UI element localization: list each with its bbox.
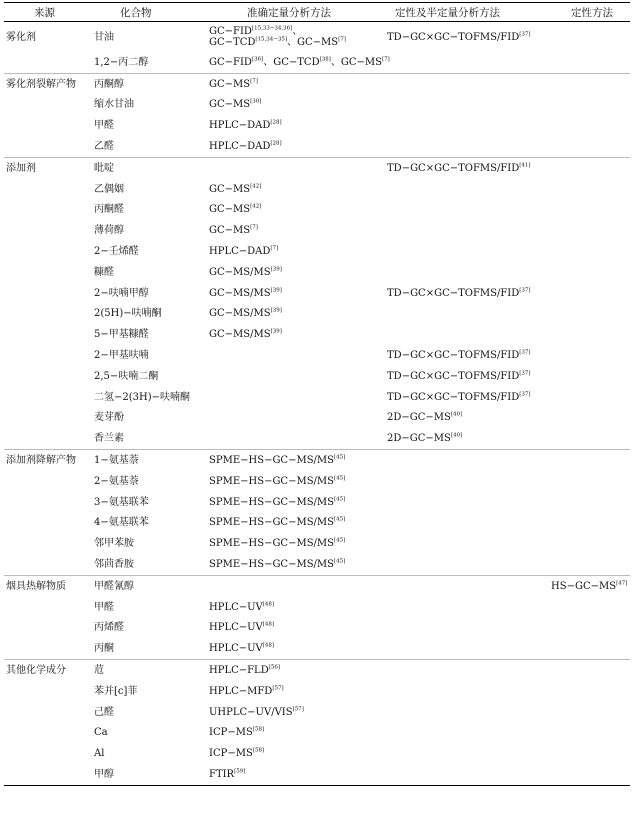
source-cell — [4, 115, 92, 136]
source-cell — [4, 554, 92, 575]
compound-cell: 丙酮 — [92, 638, 207, 659]
semi-quant-method-cell — [385, 73, 549, 94]
compound-cell: 缩水甘油 — [94, 99, 134, 111]
semi-quant-method-cell: 2D−GC−MS[40] — [385, 428, 549, 449]
table-row — [4, 304, 630, 325]
quant-method-cell: GC−MS[7] — [209, 78, 258, 90]
compound-cell: 2,5−呋喃二酮 — [94, 370, 159, 382]
qual-method-cell — [549, 638, 630, 659]
qual-method-cell — [549, 723, 630, 744]
compound-cell: 苊 — [94, 665, 104, 676]
reference-superscript: [47] — [616, 580, 628, 587]
reference-superscript: [7] — [250, 224, 258, 231]
source-cell — [4, 428, 92, 449]
quant-method-cell: GC−MS/MS[39] — [209, 266, 282, 278]
reference-superscript: [36] — [251, 56, 264, 63]
source-cell — [4, 681, 92, 702]
reference-superscript: [48] — [262, 601, 275, 608]
quant-method-cell: HPLC−UV[48] — [209, 622, 275, 634]
table-row — [4, 366, 630, 387]
quant-method-cell: HPLC−FLD[56] — [209, 664, 281, 676]
quant-method-cell: SPME−HS−GC−MS/MS[45] — [209, 537, 346, 550]
reference-superscript: [40] — [450, 432, 463, 439]
qual-method-cell — [549, 702, 630, 723]
reference-superscript: [59] — [234, 768, 246, 775]
table-header-row — [4, 3, 630, 22]
table-row — [4, 681, 630, 702]
source-cell — [4, 513, 92, 534]
reference-superscript: [7] — [270, 245, 279, 252]
semi-quant-method-cell: 2D−GC−MS[40] — [387, 412, 463, 424]
qual-method-cell — [549, 324, 630, 345]
reference-superscript: [15,33−34,36] — [251, 25, 293, 32]
semi-quant-method-cell — [385, 492, 549, 513]
source-cell: 添加剂降解产物 — [6, 455, 76, 467]
table-row — [4, 533, 630, 554]
semi-quant-method-cell — [385, 764, 549, 785]
semi-quant-method-cell: TD−GC×GC−TOFMS/FID[37] — [387, 287, 531, 299]
reference-superscript: [57] — [292, 706, 304, 713]
source-cell — [4, 241, 92, 262]
semi-quant-method-cell — [385, 304, 549, 325]
reference-superscript: [38] — [319, 56, 331, 63]
table-row — [4, 723, 630, 744]
quant-method-cell: FTIR[59] — [207, 764, 385, 785]
compound-cell: 乙偶姻 — [94, 183, 124, 195]
compound-cell: 丙酮醛 — [94, 204, 124, 216]
qual-method-cell — [549, 408, 630, 429]
qual-method-cell — [549, 283, 630, 304]
semi-quant-method-cell — [385, 241, 549, 262]
reference-superscript: [57] — [272, 685, 284, 692]
quant-method-cell — [207, 157, 385, 178]
qual-method-cell — [549, 471, 630, 492]
table-row — [4, 554, 630, 575]
quant-method-cell — [207, 575, 385, 596]
quant-method-cell: SPME−HS−GC−MS/MS[45] — [209, 517, 346, 529]
reference-superscript: [28] — [270, 119, 282, 126]
source-group — [4, 660, 630, 786]
quant-method-cell: HPLC−UV[48] — [209, 601, 275, 613]
compound-cell: 糠醛 — [94, 266, 114, 278]
semi-quant-method-cell — [385, 533, 549, 554]
source-cell: 添加剂 — [6, 162, 36, 174]
source-cell — [4, 324, 92, 345]
semi-quant-method-cell: TD−GC×GC−TOFMS/FID[37] — [387, 349, 531, 362]
table-row — [4, 618, 630, 639]
semi-quant-method-cell — [385, 220, 549, 241]
compound-cell: 3−氨基联苯 — [94, 496, 149, 508]
table-row — [4, 220, 630, 241]
qual-method-cell — [549, 220, 630, 241]
semi-quant-method-cell — [385, 136, 549, 157]
source-cell: 烟具热解物质 — [6, 580, 66, 592]
reference-superscript: [37] — [519, 391, 531, 398]
table-row — [4, 428, 630, 449]
source-group — [4, 450, 630, 576]
compound-cell: 甲醛 — [94, 120, 114, 132]
semi-quant-method-cell — [385, 681, 549, 702]
reference-superscript: [45] — [334, 475, 346, 482]
compound-cell: 己醛 — [94, 706, 114, 718]
reference-superscript: [41] — [519, 162, 531, 169]
reference-superscript: [7] — [338, 36, 346, 43]
qual-method-cell — [549, 743, 630, 764]
semi-quant-method-cell — [385, 471, 549, 492]
reference-superscript: [37] — [519, 31, 531, 38]
source-cell — [4, 492, 92, 513]
table-row — [4, 22, 630, 53]
table-row — [4, 345, 630, 366]
table-row — [4, 513, 630, 534]
quant-method-cell: GC−MS/MS[39] — [209, 308, 282, 320]
reference-superscript: [42] — [250, 183, 262, 190]
reference-superscript: [15,34−35] — [255, 36, 288, 43]
compound-cell: 麦芽酚 — [94, 412, 124, 424]
semi-quant-method-cell — [385, 324, 549, 345]
reference-superscript: [7] — [382, 56, 390, 63]
semi-quant-method-cell: TD−GC×GC−TOFMS/FID[41] — [387, 162, 531, 174]
semi-quant-method-cell — [385, 554, 549, 575]
quant-method-cell: SPME−HS−GC−MS/MS[45] — [207, 554, 385, 575]
compound-cell: 香兰素 — [92, 428, 207, 449]
quant-method-cell: UHPLC−UV/VIS[57] — [209, 706, 304, 718]
source-cell — [4, 220, 92, 241]
reference-superscript: [39] — [270, 287, 282, 294]
source-cell — [4, 179, 92, 200]
source-cell: 雾化剂裂解产物 — [6, 78, 76, 90]
compound-cell: 甲醛氰醇 — [94, 580, 134, 592]
quant-method-cell: SPME−HS−GC−MS/MS[45] — [209, 475, 346, 487]
reference-superscript: [48] — [262, 622, 275, 629]
header-source: 来源 — [4, 3, 92, 22]
quant-method-cell: SPME−HS−GC−MS/MS[45] — [209, 454, 346, 467]
compound-cell: 薄荷醇 — [94, 225, 124, 237]
quant-method-cell: GC−MS[42] — [209, 183, 262, 195]
table-row — [4, 471, 630, 492]
quant-method-cell: HPLC−DAD[28] — [209, 119, 282, 132]
reference-superscript: [30] — [250, 99, 262, 106]
qual-method-cell: HS−GC−MS[47] — [551, 580, 628, 592]
qual-method-cell — [549, 660, 630, 681]
semi-quant-method-cell — [385, 450, 549, 471]
compound-cell: 丙酮醇 — [94, 78, 124, 90]
table-row — [4, 95, 630, 116]
compound-cell: 吡啶 — [94, 162, 114, 174]
semi-quant-method-cell — [385, 179, 549, 200]
reference-superscript: [37] — [519, 349, 531, 356]
compound-cell: 二氢−2(3H)−呋喃酮 — [94, 391, 191, 403]
semi-quant-method-cell — [385, 262, 549, 283]
reference-superscript: [37] — [519, 287, 531, 294]
quant-method-cell: HPLC−UV[48] — [207, 638, 385, 659]
qual-method-cell — [549, 262, 630, 283]
qual-method-cell — [549, 492, 630, 513]
source-cell — [4, 408, 92, 429]
qual-method-cell — [549, 95, 630, 116]
compound-cell: 甲醇 — [92, 764, 207, 785]
reference-superscript: [39] — [270, 266, 282, 273]
reference-superscript: [58] — [252, 727, 265, 734]
reference-superscript: [39] — [270, 328, 282, 335]
quant-method-cell — [207, 387, 385, 408]
quant-method-cell — [207, 366, 385, 387]
header-semi-quant-method: 定性及半定量分析方法 — [385, 3, 549, 22]
semi-quant-method-cell — [385, 52, 549, 73]
semi-quant-method-cell — [385, 115, 549, 136]
table-row — [4, 179, 630, 200]
semi-quant-method-cell — [385, 575, 549, 596]
quant-method-cell: ICP−MS[58] — [209, 747, 265, 760]
header-quant-method: 准确定量分析方法 — [207, 3, 385, 22]
compound-cell: Ca — [94, 727, 108, 739]
source-cell — [4, 702, 92, 723]
table-row — [4, 262, 630, 283]
table-row — [4, 702, 630, 723]
source-group — [4, 22, 630, 74]
source-cell — [4, 471, 92, 492]
qual-method-cell — [549, 22, 630, 53]
source-cell — [4, 262, 92, 283]
compound-cell: 5−甲基糠醛 — [94, 329, 149, 341]
qual-method-cell — [549, 618, 630, 639]
qual-method-cell — [549, 597, 630, 618]
quant-method-cell: GC−MS[42] — [209, 204, 262, 216]
source-cell — [4, 638, 92, 659]
table-row — [4, 157, 630, 178]
header-compound: 化合物 — [92, 3, 207, 22]
semi-quant-method-cell: TD−GC×GC−TOFMS/FID[37] — [387, 31, 531, 43]
source-cell — [4, 304, 92, 325]
semi-quant-method-cell — [385, 513, 549, 534]
compound-cell: 1−氨基萘 — [94, 455, 139, 467]
source-cell — [4, 723, 92, 744]
table-row — [4, 241, 630, 262]
qual-method-cell — [549, 179, 630, 200]
table-row — [4, 638, 630, 659]
quant-method-cell — [207, 22, 385, 53]
source-cell — [4, 52, 92, 73]
quant-method-cell: GC−MS[30] — [209, 99, 262, 111]
qual-method-cell — [549, 73, 630, 94]
semi-quant-method-cell — [385, 638, 549, 659]
quant-method-cell — [207, 345, 385, 366]
quant-method-cell: ICP−MS[58] — [209, 727, 265, 739]
quant-method-cell: GC−MS[7] — [209, 224, 258, 237]
reference-superscript: [58] — [252, 747, 265, 754]
qual-method-cell — [549, 428, 630, 449]
compound-cell: 丙烯醛 — [94, 622, 124, 634]
reference-superscript: [45] — [334, 496, 346, 503]
reference-superscript: [37] — [519, 370, 531, 377]
table-row — [4, 387, 630, 408]
compound-cell: 甲醛 — [94, 601, 114, 613]
semi-quant-method-cell — [385, 95, 549, 116]
source-cell — [4, 366, 92, 387]
source-group — [4, 575, 630, 659]
reference-superscript: [7] — [250, 78, 258, 85]
semi-quant-method-cell — [385, 660, 549, 681]
quant-method-cell: SPME−HS−GC−MS/MS[45] — [209, 496, 346, 508]
reference-superscript: [39] — [270, 308, 282, 315]
table-row — [4, 136, 630, 157]
table-row — [4, 492, 630, 513]
qual-method-cell — [549, 387, 630, 408]
qual-method-cell — [549, 533, 630, 554]
table-row — [4, 743, 630, 764]
compound-cell: 苯并[c]菲 — [94, 685, 138, 697]
compound-cell: 4−氨基联苯 — [94, 517, 149, 529]
reference-superscript: [45] — [334, 558, 346, 565]
semi-quant-method-cell — [385, 597, 549, 618]
quant-method-cell — [207, 428, 385, 449]
compound-cell: 甘油 — [94, 31, 114, 43]
quant-method-cell — [207, 408, 385, 429]
quant-method-text: GC−FID[15,33−34,36]、GC−TCD[15,34−35]、GC−MS[7] — [209, 25, 346, 48]
qual-method-cell — [549, 345, 630, 366]
qual-method-cell — [549, 764, 630, 785]
source-cell: 其他化学成分 — [6, 665, 66, 676]
source-cell — [4, 597, 92, 618]
source-cell — [4, 743, 92, 764]
table-row — [4, 450, 630, 471]
semi-quant-method-cell: TD−GC×GC−TOFMS/FID[37] — [387, 370, 531, 382]
semi-quant-method-cell: TD−GC×GC−TOFMS/FID[37] — [387, 391, 531, 403]
table-row — [4, 73, 630, 94]
source-cell — [4, 136, 92, 157]
table-row — [4, 660, 630, 681]
reference-superscript: [45] — [334, 517, 346, 524]
qual-method-cell — [549, 200, 630, 221]
reference-superscript: [45] — [334, 537, 346, 544]
table-row — [4, 283, 630, 304]
qual-method-cell — [549, 366, 630, 387]
table-row — [4, 597, 630, 618]
table-row — [4, 764, 630, 785]
compound-cell: 2−氨基萘 — [94, 475, 139, 487]
source-cell — [4, 618, 92, 639]
qual-method-cell — [549, 241, 630, 262]
qual-method-cell — [549, 52, 630, 73]
table-row — [4, 115, 630, 136]
header-qual-method: 定性方法 — [549, 3, 630, 22]
source-cell — [4, 345, 92, 366]
qual-method-cell — [549, 681, 630, 702]
semi-quant-method-cell — [385, 723, 549, 744]
compound-cell: Al — [94, 748, 105, 760]
source-group — [4, 157, 630, 449]
semi-quant-method-cell — [385, 702, 549, 723]
semi-quant-method-cell — [385, 618, 549, 639]
quant-method-cell: HPLC−DAD[28] — [207, 136, 385, 157]
reference-superscript: [42] — [250, 204, 262, 211]
source-cell — [4, 764, 92, 785]
qual-method-cell — [549, 304, 630, 325]
compound-cell: 乙醛 — [92, 136, 207, 157]
qual-method-cell — [549, 554, 630, 575]
compound-cell: 2(5H)−呋喃酮 — [94, 308, 162, 320]
source-cell: 雾化剂 — [6, 31, 36, 43]
source-cell — [4, 533, 92, 554]
semi-quant-method-cell — [385, 743, 549, 764]
table-row — [4, 408, 630, 429]
source-group — [4, 73, 630, 157]
compound-cell: 2−壬烯醛 — [94, 246, 139, 258]
qual-method-cell — [549, 513, 630, 534]
quant-method-cell: HPLC−MFD[57] — [209, 685, 284, 697]
qual-method-cell — [549, 115, 630, 136]
compound-cell: 1,2−丙二醇 — [92, 52, 207, 73]
compound-cell: 2−呋喃甲醇 — [94, 287, 149, 299]
reference-superscript: [45] — [334, 454, 346, 461]
quant-method-cell: GC−MS/MS[39] — [209, 287, 282, 299]
source-cell — [4, 387, 92, 408]
source-cell — [4, 95, 92, 116]
table-row — [4, 575, 630, 596]
qual-method-cell — [549, 157, 630, 178]
compound-cell: 邻甲苯胺 — [94, 538, 134, 550]
table-row — [4, 324, 630, 345]
table-row — [4, 200, 630, 221]
quant-method-cell: GC−MS/MS[39] — [209, 328, 282, 341]
reference-superscript: [28] — [270, 140, 282, 147]
reference-superscript: [48] — [262, 642, 275, 649]
compound-cell: 邻茴香胺 — [92, 554, 207, 575]
quant-method-cell: HPLC−DAD[7] — [209, 245, 279, 258]
semi-quant-method-cell — [385, 200, 549, 221]
qual-method-cell — [549, 136, 630, 157]
reference-superscript: [56] — [268, 664, 281, 671]
qual-method-cell — [549, 450, 630, 471]
quant-method-cell: GC−FID[36]、GC−TCD[38]、GC−MS[7] — [207, 52, 385, 73]
source-cell — [4, 283, 92, 304]
source-cell — [4, 200, 92, 221]
table-row — [4, 52, 630, 73]
compound-cell: 2−甲基呋喃 — [94, 350, 149, 362]
reference-superscript: [40] — [450, 412, 463, 419]
analysis-methods-table — [4, 2, 630, 786]
